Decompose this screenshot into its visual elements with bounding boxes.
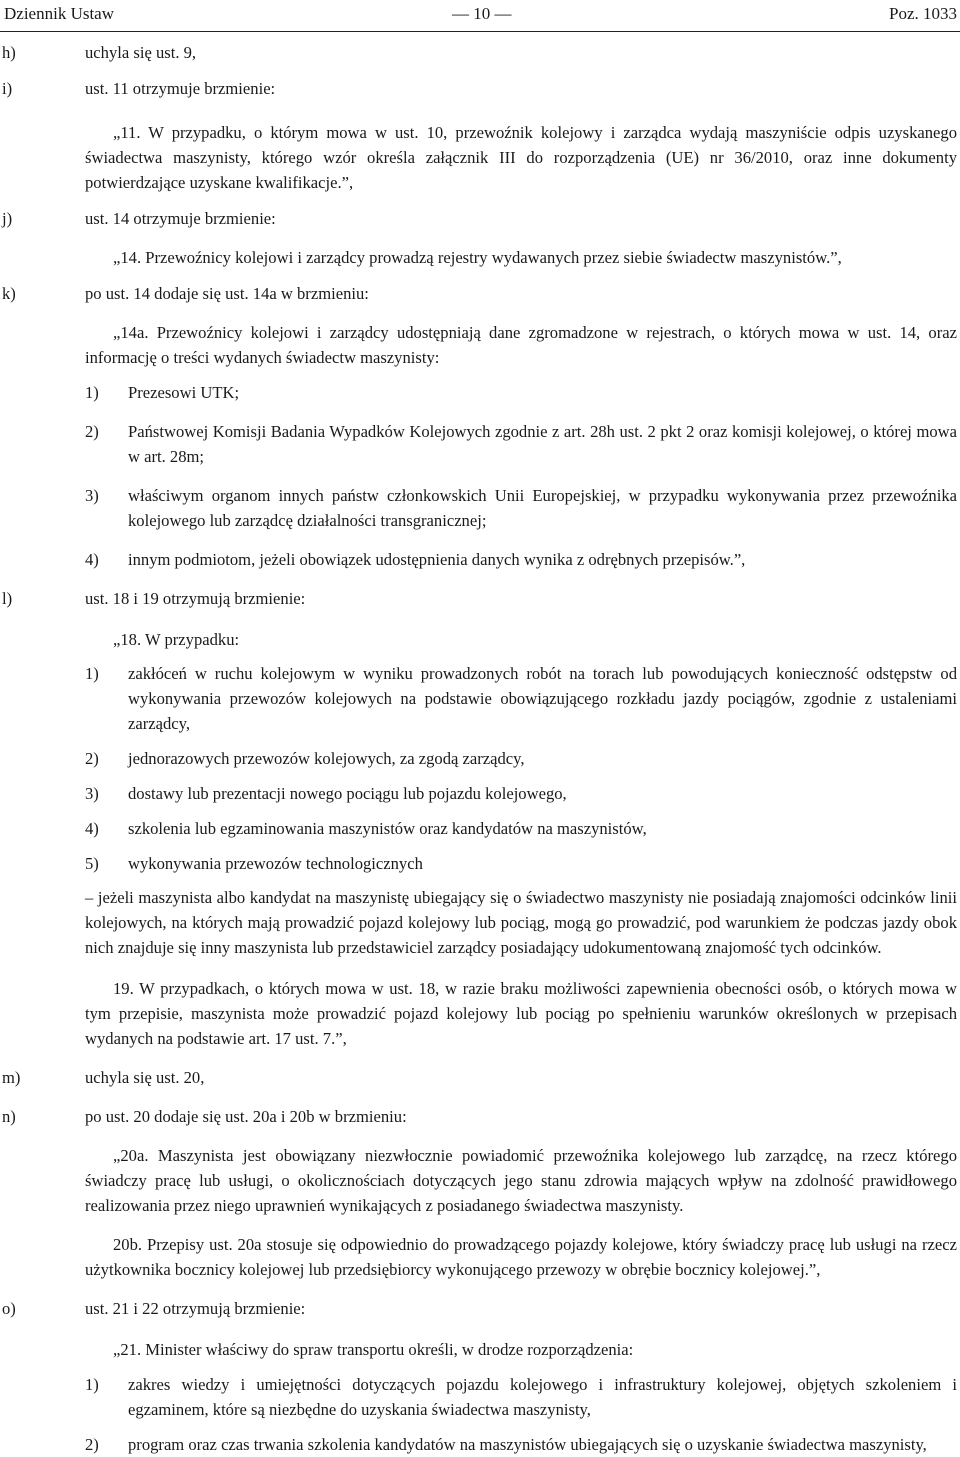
dash-paragraph: – jeżeli maszynista albo kandydat na maszynistę ubiegający się o świadectwo maszynisty nie posiadają znajomości odcinków linii kolejowych, na których mają prowadzić pojazd kolejowy lub pociąg, mogą go prowadzić, pod warunkiem że podczas jazdy obok nich znajduje się inny maszynista lub przedstawiciel zarządcy posiadający udokumentowaną znajomość tych odcinków. [85, 888, 957, 957]
list-text: szkolenia lub egzaminowania maszynistów oraz kandydatów na maszynistów, [128, 819, 647, 838]
item-text: po ust. 20 dodaje się ust. 20a i 20b w brzmieniu: [85, 1107, 407, 1126]
list-item [0, 781, 960, 806]
item-letter: h) [2, 43, 16, 62]
item-letter: n) [2, 1107, 16, 1126]
list-text: program oraz czas trwania szkolenia kandydatów na maszynistów ubiegających się o uzyskanie świadectwa maszynisty, [128, 1435, 927, 1454]
item-text: uchyla się ust. 9, [85, 43, 197, 62]
list-number: 2) [85, 1435, 99, 1454]
quote-paragraph-14: „14. Przewoźnicy kolejowi i zarządcy prowadzą rejestry wydawanych przez siebie świadectw maszynistów.”, [113, 248, 842, 267]
list-item [0, 851, 960, 876]
item-h [0, 40, 960, 65]
item-k [0, 281, 960, 306]
list-text: Prezesowi UTK; [128, 383, 240, 402]
item-i [0, 76, 960, 101]
item-letter: k) [2, 284, 16, 303]
list-number: 2) [85, 422, 99, 441]
paragraph-20b: 20b. Przepisy ust. 20a stosuje się odpowiednio do prowadzącego pojazdy kolejowe, który świadczy pracę lub usługi na rzecz użytkownika bocznicy kolejowej lub przedsiębiorcy wykonującego przewozy w obrębie bocznicy kolejowej.”, [85, 1235, 957, 1279]
item-letter: i) [2, 79, 13, 98]
journal-title: Dziennik Ustaw [4, 4, 115, 23]
list-number: 3) [85, 486, 99, 505]
list-number: 4) [85, 819, 99, 838]
position-number: Poz. 1033 [889, 4, 957, 23]
item-text: po ust. 14 dodaje się ust. 14a w brzmieniu: [85, 284, 369, 303]
page-header [0, 0, 960, 32]
quote-paragraph-21: „21. Minister właściwy do spraw transportu określi, w drodze rozporządzenia: [113, 1340, 634, 1359]
list-text: wykonywania przewozów technologicznych [128, 854, 423, 873]
document-body [0, 40, 960, 1457]
list-item [0, 483, 960, 533]
item-text: ust. 18 i 19 otrzymują brzmienie: [85, 589, 306, 608]
page-number: — 10 — [452, 4, 512, 23]
quote-paragraph-20a: „20a. Maszynista jest obowiązany niezwłocznie powiadomić przewoźnika kolejowego lub zarządcę, na rzecz którego świadczy pracę lub usługi, o okolicznościach dotyczących jego stanu zdrowia mających wpływ na zdolność prawidłowego realizowania przez niego uprawnień wynikających z posiadanego świadectwa maszynisty. [85, 1146, 957, 1215]
item-text: ust. 11 otrzymuje brzmienie: [85, 79, 276, 98]
list-item [0, 419, 960, 469]
item-n [0, 1104, 960, 1129]
item-text: ust. 21 i 22 otrzymują brzmienie: [85, 1299, 306, 1318]
list-item [0, 1372, 960, 1422]
list-text: właściwym organom innych państw członkowskich Unii Europejskiej, w przypadku wykonywania przez przewoźnika kolejowego lub zarządcę działalności transgranicznej; [128, 486, 957, 530]
list-item [0, 816, 960, 841]
item-text: ust. 14 otrzymuje brzmienie: [85, 209, 276, 228]
list-text: Państwowej Komisji Badania Wypadków Kolejowych zgodnie z art. 28h ust. 2 pkt 2 oraz komisji kolejowej, o której mowa w art. 28m; [128, 422, 957, 466]
list-text: zakres wiedzy i umiejętności dotyczących pojazdu kolejowego i infrastruktury kolejowej, objętych szkoleniem i egzaminem, które są niezbędne do uzyskania świadectwa maszynisty, [128, 1375, 957, 1419]
header-rule [0, 31, 960, 32]
list-text: dostawy lub prezentacji nowego pociągu lub pojazdu kolejowego, [128, 784, 567, 803]
item-letter: j) [2, 209, 13, 228]
item-o [0, 1296, 960, 1321]
item-letter: o) [2, 1299, 16, 1318]
list-number: 2) [85, 749, 99, 768]
quote-paragraph-11: „11. W przypadku, o którym mowa w ust. 10, przewoźnik kolejowy i zarządca wydają maszyniście odpis uzyskanego świadectwa maszynisty, którego wzór określa załącznik III do rozporządzenia (UE) nr 36/2010, oraz inne dokumenty potwierdzające uzyskane kwalifikacje.”, [85, 123, 957, 192]
item-text: uchyla się ust. 20, [85, 1068, 205, 1087]
item-letter: l) [2, 589, 13, 608]
list-number: 1) [85, 1375, 99, 1394]
list-item [0, 746, 960, 771]
list-number: 5) [85, 854, 99, 873]
list-number: 3) [85, 784, 99, 803]
paragraph-19: 19. W przypadkach, o których mowa w ust. 18, w razie braku możliwości zapewnienia obecności osób, o których mowa w tym przepisie, maszynista może prowadzić pojazd kolejowy lub pociąg po spełnieniu warunków określonych w przepisach wydanych na podstawie art. 17 ust. 7.”, [85, 979, 957, 1048]
list-item [0, 661, 960, 736]
item-l [0, 586, 960, 611]
quote-paragraph-18: „18. W przypadku: [113, 630, 240, 649]
list-item [0, 547, 960, 572]
item-m [0, 1065, 960, 1090]
list-number: 4) [85, 550, 99, 569]
list-item [0, 1432, 960, 1457]
list-text: jednorazowych przewozów kolejowych, za zgodą zarządcy, [128, 749, 525, 768]
item-j [0, 206, 960, 231]
list-number: 1) [85, 383, 99, 402]
quote-paragraph-14a: „14a. Przewoźnicy kolejowi i zarządcy udostępniają dane zgromadzone w rejestrach, o których mowa w ust. 14, oraz informację o treści wydanych świadectw maszynisty: [85, 323, 957, 367]
list-text: innym podmiotom, jeżeli obowiązek udostępnienia danych wynika z odrębnych przepisów.”, [128, 550, 746, 569]
item-letter: m) [2, 1068, 21, 1087]
list-item [0, 380, 960, 405]
list-text: zakłóceń w ruchu kolejowym w wyniku prowadzonych robót na torach lub powodujących konieczność odstępstw od wykonywania przewozów kolejowych na podstawie obowiązującego rozkładu jazdy pociągów, zgodnie z ustaleniami zarządcy, [128, 664, 957, 733]
list-number: 1) [85, 664, 99, 683]
